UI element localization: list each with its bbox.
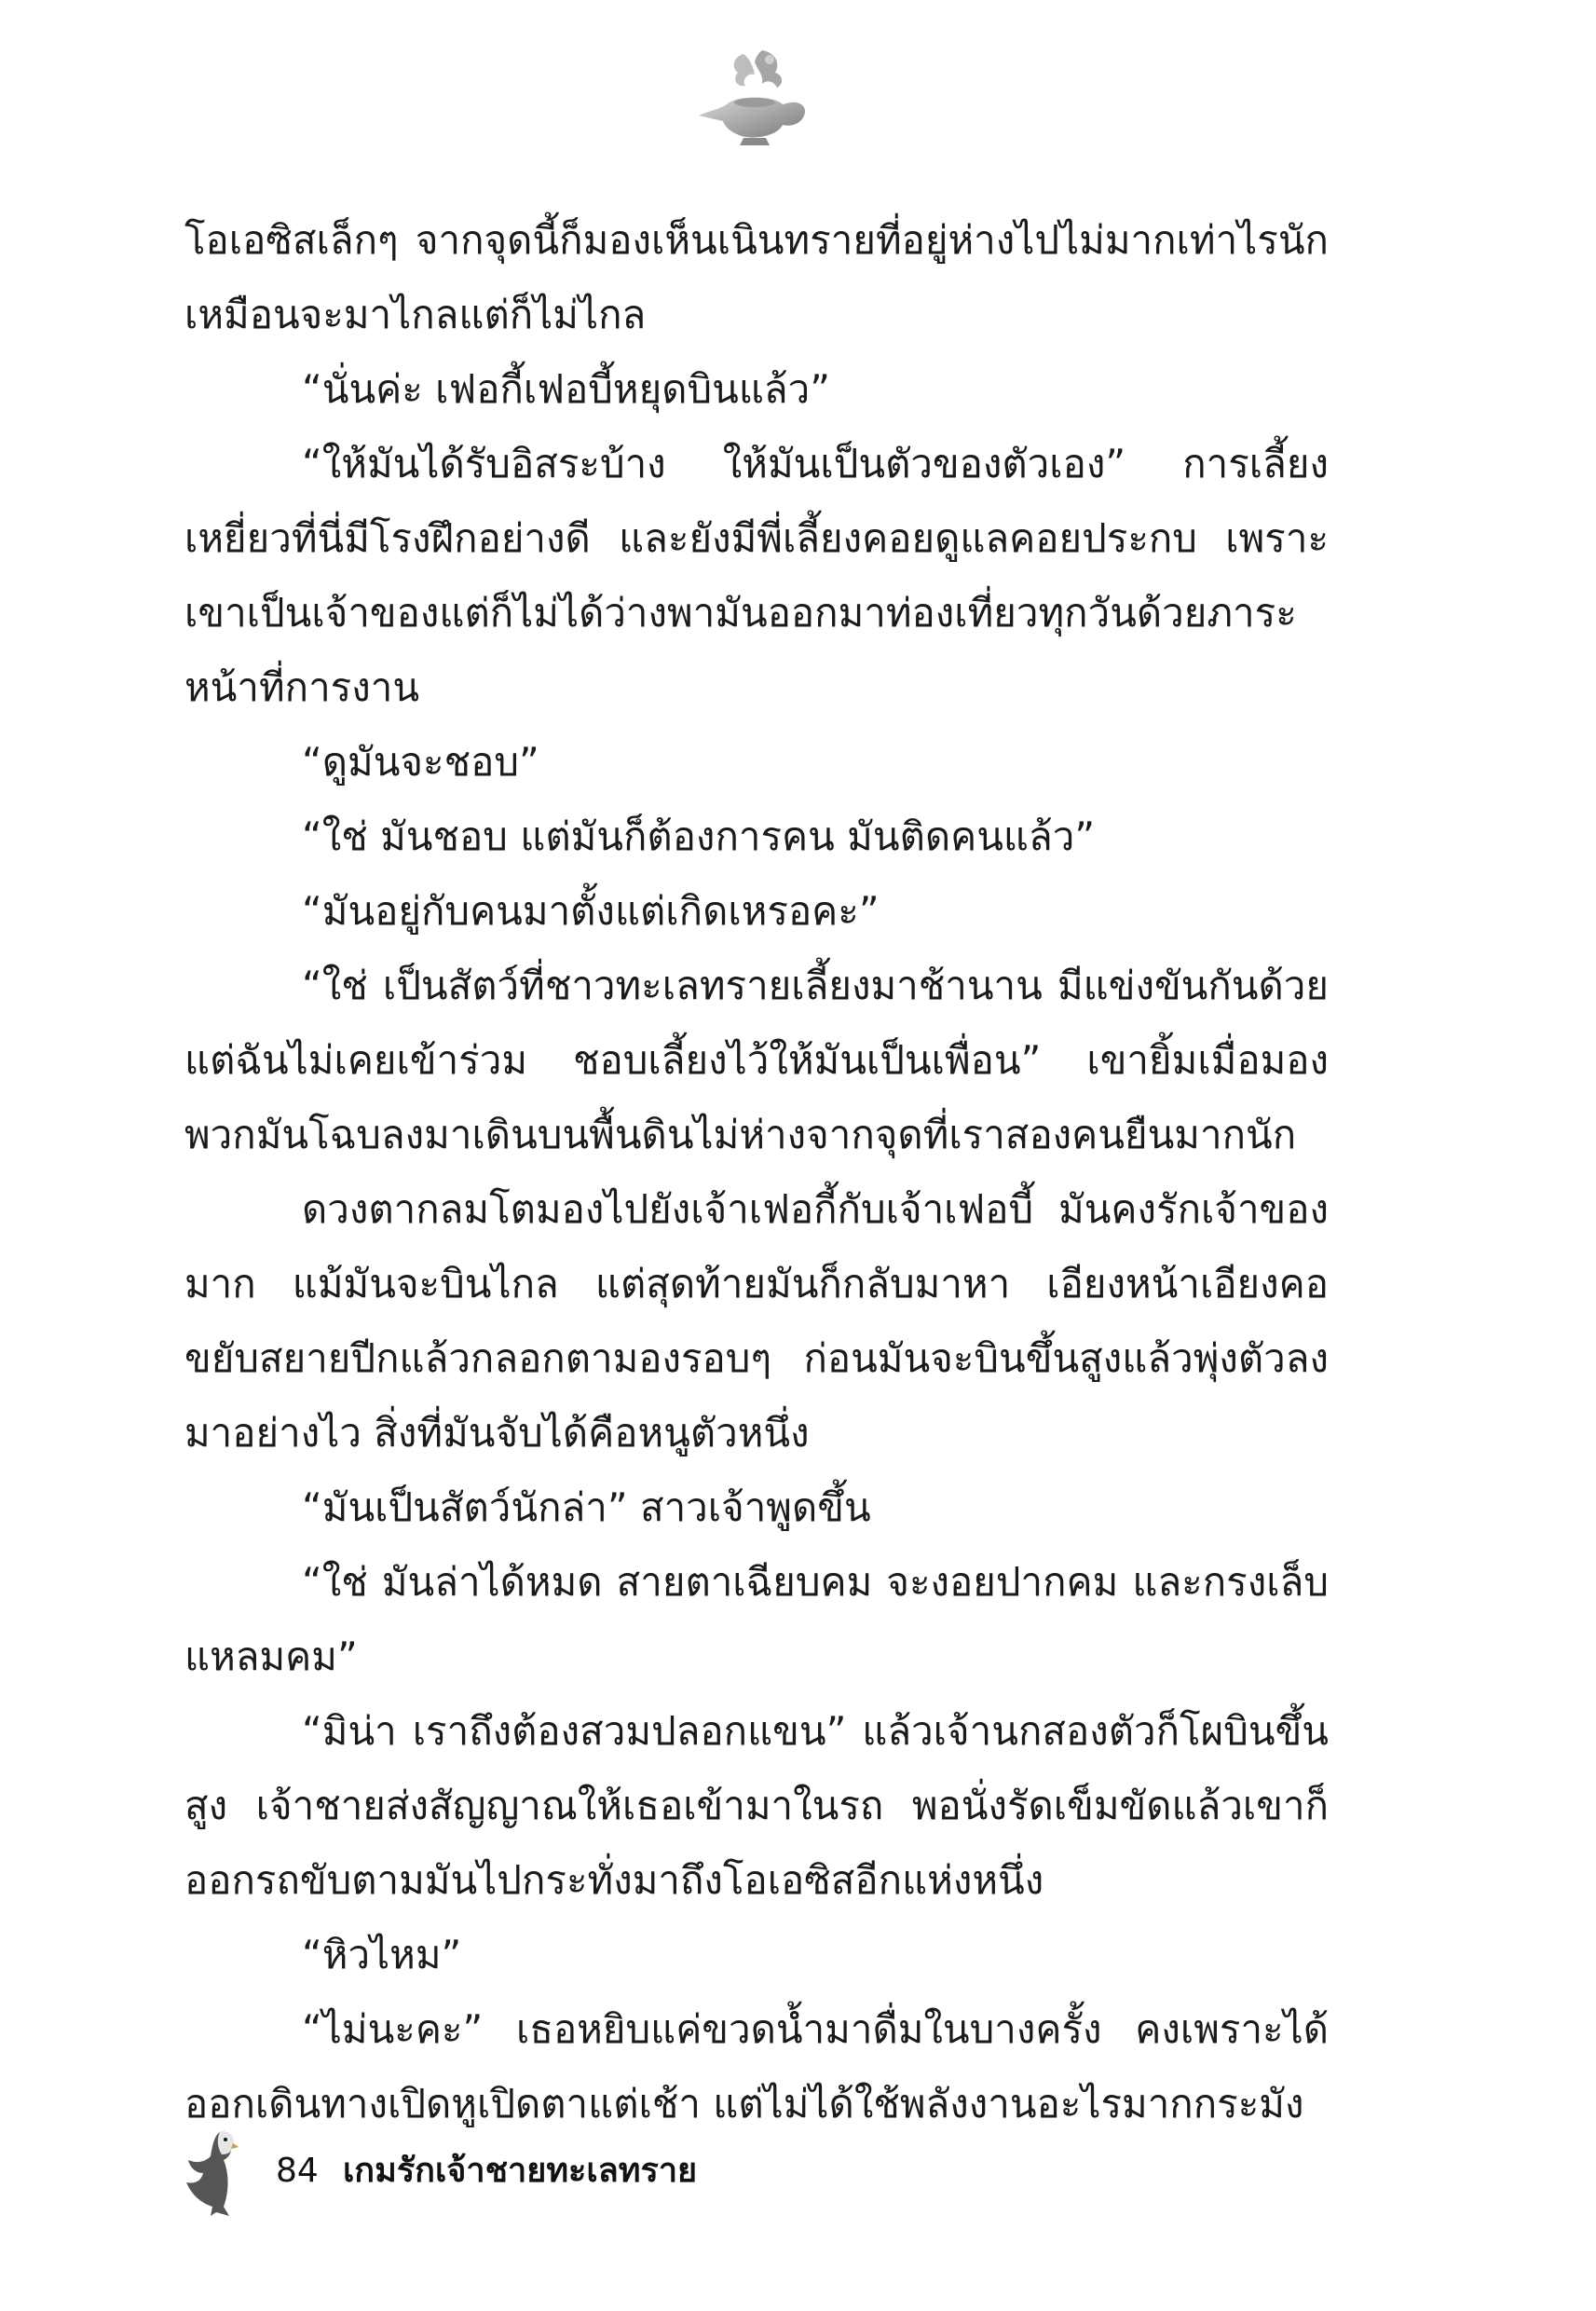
body-text (184, 203, 1329, 2141)
paragraph: “ดูมันจะชอบ” (302, 739, 539, 785)
paragraph: โอเอซิสเล็กๆ จากจุดนี้ก็มองเห็นเนินทรายที่อยู่ห่างไปไม่มากเท่าไรนัก เหมือนจะมาไกลแต่ก็ไม่ไกล (184, 217, 1329, 337)
paragraph: ดวงตากลมโตมองไปยังเจ้าเฟอกี้กับเจ้าเฟอบี้ มันคงรักเจ้าของมาก แม้มันจะบินไกล แต่สุดท้ายมันก็กลับมาหา เอียงหน้าเอียงคอขยับสยายปีกแล้วกลอกตามองรอบๆ ก่อนมันจะบินขึ้นสูงแล้วพุ่งตัวลงมาอย่างไว สิ่งที่มันจับได้คือหนูตัวหนึ่ง (184, 1186, 1329, 1456)
paragraph: “นั่นค่ะ เฟอกี้เฟอบี้หยุดบินแล้ว” (302, 366, 830, 412)
paragraph: “มิน่า เราถึงต้องสวมปลอกแขน” แล้วเจ้านกสองตัวก็โผบินขึ้นสูง เจ้าชายส่งสัญญาณให้เธอเข้ามาในรถ พอนั่งรัดเข็มขัดแล้วเขาก็ออกรถขับตามมันไปกระทั่งมาถึงโอเอซิสอีกแห่งหนึ่ง (184, 1708, 1329, 1903)
paragraph: “มันอยู่กับคนมาตั้งแต่เกิดเหรอคะ” (302, 888, 880, 934)
paragraph: “หิวไหม” (302, 1932, 462, 1977)
paragraph: “ไม่นะคะ” เธอหยิบแค่ขวดน้ำมาดื่มในบางครั้ง คงเพราะได้ออกเดินทางเปิดหูเปิดตาแต่เช้า แต่ไม่ได้ใช้พลังงานอะไรมากกระมัง (184, 2006, 1329, 2126)
page-number: 84 (276, 2152, 319, 2190)
paragraph: “ใช่ เป็นสัตว์ที่ชาวทะเลทรายเลี้ยงมาช้านาน มีแข่งขันกันด้วย แต่ฉันไม่เคยเข้าร่วม ชอบเลี้ยงไว้ให้มันเป็นเพื่อน” เขายิ้มเมื่อมองพวกมันโฉบลงมาเดินบนพื้นดินไม่ห่างจากจุดที่เราสองคนยืนมากนัก (184, 963, 1329, 1157)
paragraph: “ใช่ มันล่าได้หมด สายตาเฉียบคม จะงอยปากคม และกรงเล็บแหลมคม” (184, 1559, 1329, 1679)
genie-lamp-icon (689, 47, 820, 149)
eagle-icon (183, 2126, 240, 2218)
page-footer (183, 2126, 1021, 2220)
paragraph: “มันเป็นสัตว์นักล่า” สาวเจ้าพูดขึ้น (302, 1484, 871, 1530)
book-title: เกมรักเจ้าชายทะเลทราย (343, 2152, 698, 2190)
paragraph: “ใช่ มันชอบ แต่มันก็ต้องการคน มันติดคนแล้ว” (302, 814, 1096, 859)
paragraph: “ให้มันได้รับอิสระบ้าง ให้มันเป็นตัวของตัวเอง” การเลี้ยงเหยี่ยวที่นี่มีโรงฝึกอย่างดี และยังมีพี่เลี้ยงคอยดูแลคอยประกบ เพราะเขาเป็นเจ้าของแต่ก็ไม่ได้ว่างพามันออกมาท่องเที่ยวทุกวันด้วยภาระหน้าที่การงาน (184, 441, 1329, 710)
